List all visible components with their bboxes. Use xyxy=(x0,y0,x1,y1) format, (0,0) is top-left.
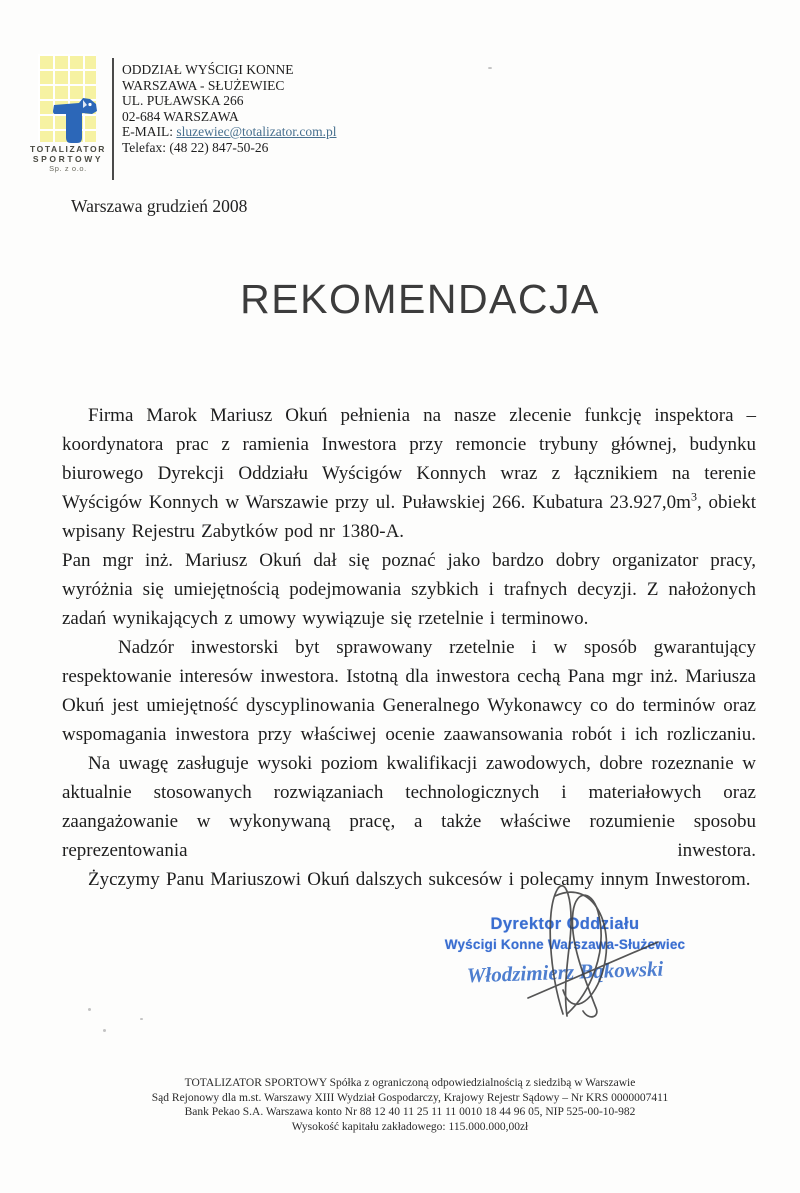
document-title: REKOMENDACJA xyxy=(240,276,600,322)
logo-company-name-line1: TOTALIZATOR xyxy=(30,144,106,154)
stamp-branch-line: Wyścigi Konne Warszawa-Służewiec xyxy=(444,937,686,952)
scan-speck xyxy=(103,1029,106,1032)
cubic-meter-superscript: 3 xyxy=(690,489,697,504)
address-line-postal: 02-684 WARSZAWA xyxy=(122,108,239,124)
letter-body xyxy=(62,401,756,894)
scan-speck xyxy=(488,67,492,69)
address-line-street: UL. PUŁAWSKA 266 xyxy=(122,93,244,108)
letterhead-divider xyxy=(112,58,114,180)
footer-company-info xyxy=(110,1076,710,1134)
address-line-city-district: WARSZAWA - SŁUŻEWIEC xyxy=(122,77,285,93)
paragraph-2: Pan mgr inż. Mariusz Okuń dał się poznać jako bardzo dobry organizator pracy, wyróżnia się umiejętnością podejmowania szybkich i trafnych decyzji. Z nałożonych zadań wynikających z umowy wywiązuje się rzetelnie i terminowo. xyxy=(62,550,756,629)
scan-speck xyxy=(140,1018,143,1020)
email-link[interactable]: sluzewiec@totalizator.com.pl xyxy=(176,124,337,139)
footer-line-company: TOTALIZATOR SPORTOWY Spółka z ograniczoną odpowiedzialnością z siedzibą w Warszawie xyxy=(184,1077,636,1089)
footer-line-bank: Bank Pekao S.A. Warszawa konto Nr 88 12 40 11 25 11 11 0010 18 44 96 05, NIP 525-00-10-982 xyxy=(184,1106,636,1118)
paragraph-3: Nadzór inwestorski byt sprawowany rzetelnie i w sposób gwarantujący respektowanie interesów inwestora. Istotną dla inwestora cechą Pana mgr inż. Mariusza Okuń jest umiejętność dyscyplinowania Generalnego Wykonawcy co do terminów oraz wspomagania inwestora przy właściwej ocenie zaawansowania robót i ich rozliczaniu. xyxy=(62,637,756,745)
letterhead-address-block xyxy=(122,62,337,155)
handwritten-signature-icon xyxy=(495,870,695,1022)
paragraph-4: Na uwagę zasługuje wysoki poziom kwalifikacji zawodowych, dobre rozeznanie w aktualnie stosowanych rozwiązaniach technologicznych i materiałowych oraz zaangażowanie w wykonywaną pracę, a także właściwe rozumienie sposobu reprezentowania inwestora. xyxy=(62,753,756,861)
address-line-branch: ODDZIAŁ WYŚCIGI KONNE xyxy=(122,62,294,77)
logo-company-name-line3: Sp. z o.o. xyxy=(49,164,87,173)
footer-line-registry: Sąd Rejonowy dla m.st. Warszawy XIII Wydział Gospodarczy, Krajowy Rejestr Sądowy – Nr KRS 0000007411 xyxy=(151,1091,669,1104)
telefax-line: Telefax: (48 22) 847-50-26 xyxy=(122,139,269,155)
company-logo xyxy=(28,54,108,173)
email-line xyxy=(122,124,337,140)
totalizator-t-horse-icon xyxy=(52,98,98,146)
scan-speck xyxy=(88,1008,91,1011)
document-date: Warszawa grudzień 2008 xyxy=(71,196,248,216)
stamp-title-line: Dyrektor Oddziału xyxy=(490,915,640,933)
signer-name: Włodzimierz Bąkowski xyxy=(466,956,664,988)
paragraph-1 xyxy=(62,401,756,546)
footer-line-capital: Wysokość kapitału zakładowego: 115.000.000,00zł xyxy=(291,1120,529,1133)
paragraph-5: Życzymy Panu Mariuszowi Okuń dalszych sukcesów i polecamy innym Inwestorom. xyxy=(88,869,751,890)
paragraph-1-text: Firma Marok Mariusz Okuń pełnienia na nasze zlecenie funkcję inspektora – koordynatora prac z ramienia Inwestora przy remoncie trybuny głównej, budynku biurowego Dyrekcji Oddziału Wyścigów Konnych wraz z łącznikiem na terenie Wyścigów Konnych w Warszawie przy ul. Puławskiej 266. Kubatura 23.927,0m xyxy=(62,405,756,513)
logo-company-name-line2: SPORTOWY xyxy=(32,154,104,164)
email-label: E-MAIL: xyxy=(122,124,177,139)
paragraph-1-text-continued: , obiekt wpisany Rejestru Zabytków pod nr 1380-A. xyxy=(62,492,756,542)
